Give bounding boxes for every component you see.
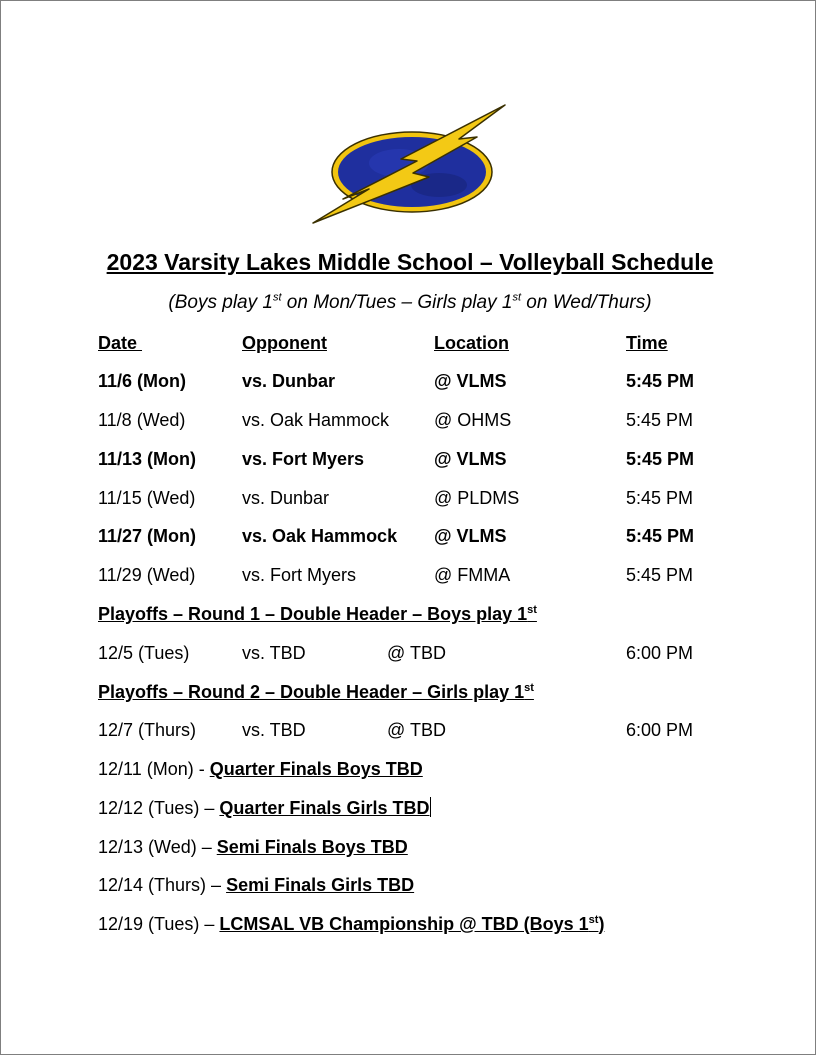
game-location: @ VLMS — [434, 526, 507, 546]
subtitle: (Boys play 1st on Mon/Tues – Girls play 1st on Wed/Thurs) — [168, 291, 652, 313]
header-opponent: Opponent — [242, 333, 327, 353]
game-location: @ TBD — [387, 643, 446, 663]
game-location: @ FMMA — [434, 565, 511, 585]
game-date: 11/15 (Wed) — [98, 488, 196, 508]
game-opponent: vs. Oak Hammock — [242, 410, 390, 430]
game-opponent: vs. Fort Myers — [242, 449, 365, 469]
game-opponent: vs. Fort Myers — [242, 565, 357, 585]
game-time: 5:45 PM — [626, 371, 695, 391]
game-time: 6:00 PM — [626, 720, 694, 740]
game-time: 6:00 PM — [626, 643, 694, 663]
game-location: @ OHMS — [434, 410, 512, 430]
finals-line: 12/14 (Thurs) – Semi Finals Girls TBD — [98, 875, 415, 895]
game-time: 5:45 PM — [626, 526, 695, 546]
table-row — [1, 485, 818, 511]
table-row — [1, 368, 818, 394]
game-date: 11/29 (Wed) — [98, 565, 196, 585]
game-date: 11/13 (Mon) — [98, 449, 197, 469]
game-date: 12/5 (Tues) — [98, 643, 190, 663]
table-row — [1, 640, 818, 666]
game-date: 11/8 (Wed) — [98, 410, 186, 430]
page-title: 2023 Varsity Lakes Middle School – Volleyball Schedule — [106, 249, 714, 275]
game-location: @ VLMS — [434, 449, 507, 469]
game-opponent: vs. TBD — [242, 720, 306, 740]
game-time: 5:45 PM — [626, 449, 695, 469]
finals-line: 12/11 (Mon) - Quarter Finals Boys TBD — [98, 759, 423, 779]
header-time: Time — [626, 333, 668, 353]
text-cursor — [430, 797, 431, 817]
game-date: 11/6 (Mon) — [98, 371, 187, 391]
lightning-bolt-logo — [309, 103, 509, 225]
table-row — [1, 562, 818, 588]
playoff-heading: Playoffs – Round 2 – Double Header – Girls play 1st — [98, 682, 534, 702]
table-row — [1, 523, 818, 549]
table-row — [1, 717, 818, 743]
game-time: 5:45 PM — [626, 410, 694, 430]
finals-line: 12/12 (Tues) – Quarter Finals Girls TBD — [98, 798, 430, 818]
table-row — [1, 407, 818, 433]
game-opponent: vs. Dunbar — [242, 488, 330, 508]
game-opponent: vs. Oak Hammock — [242, 526, 398, 546]
game-opponent: vs. Dunbar — [242, 371, 336, 391]
header-location: Location — [434, 333, 509, 353]
game-time: 5:45 PM — [626, 565, 694, 585]
playoff-heading: Playoffs – Round 1 – Double Header – Boys play 1st — [98, 604, 537, 624]
finals-line: 12/19 (Tues) – LCMSAL VB Championship @ TBD (Boys 1st) — [98, 914, 605, 934]
header-date: Date — [98, 333, 143, 353]
game-date: 11/27 (Mon) — [98, 526, 197, 546]
table-header — [1, 330, 818, 356]
finals-line: 12/13 (Wed) – Semi Finals Boys TBD — [98, 837, 408, 857]
game-location: @ VLMS — [434, 371, 507, 391]
game-location: @ PLDMS — [434, 488, 520, 508]
game-time: 5:45 PM — [626, 488, 694, 508]
game-location: @ TBD — [387, 720, 446, 740]
table-row — [1, 446, 818, 472]
game-opponent: vs. TBD — [242, 643, 306, 663]
game-date: 12/7 (Thurs) — [98, 720, 197, 740]
